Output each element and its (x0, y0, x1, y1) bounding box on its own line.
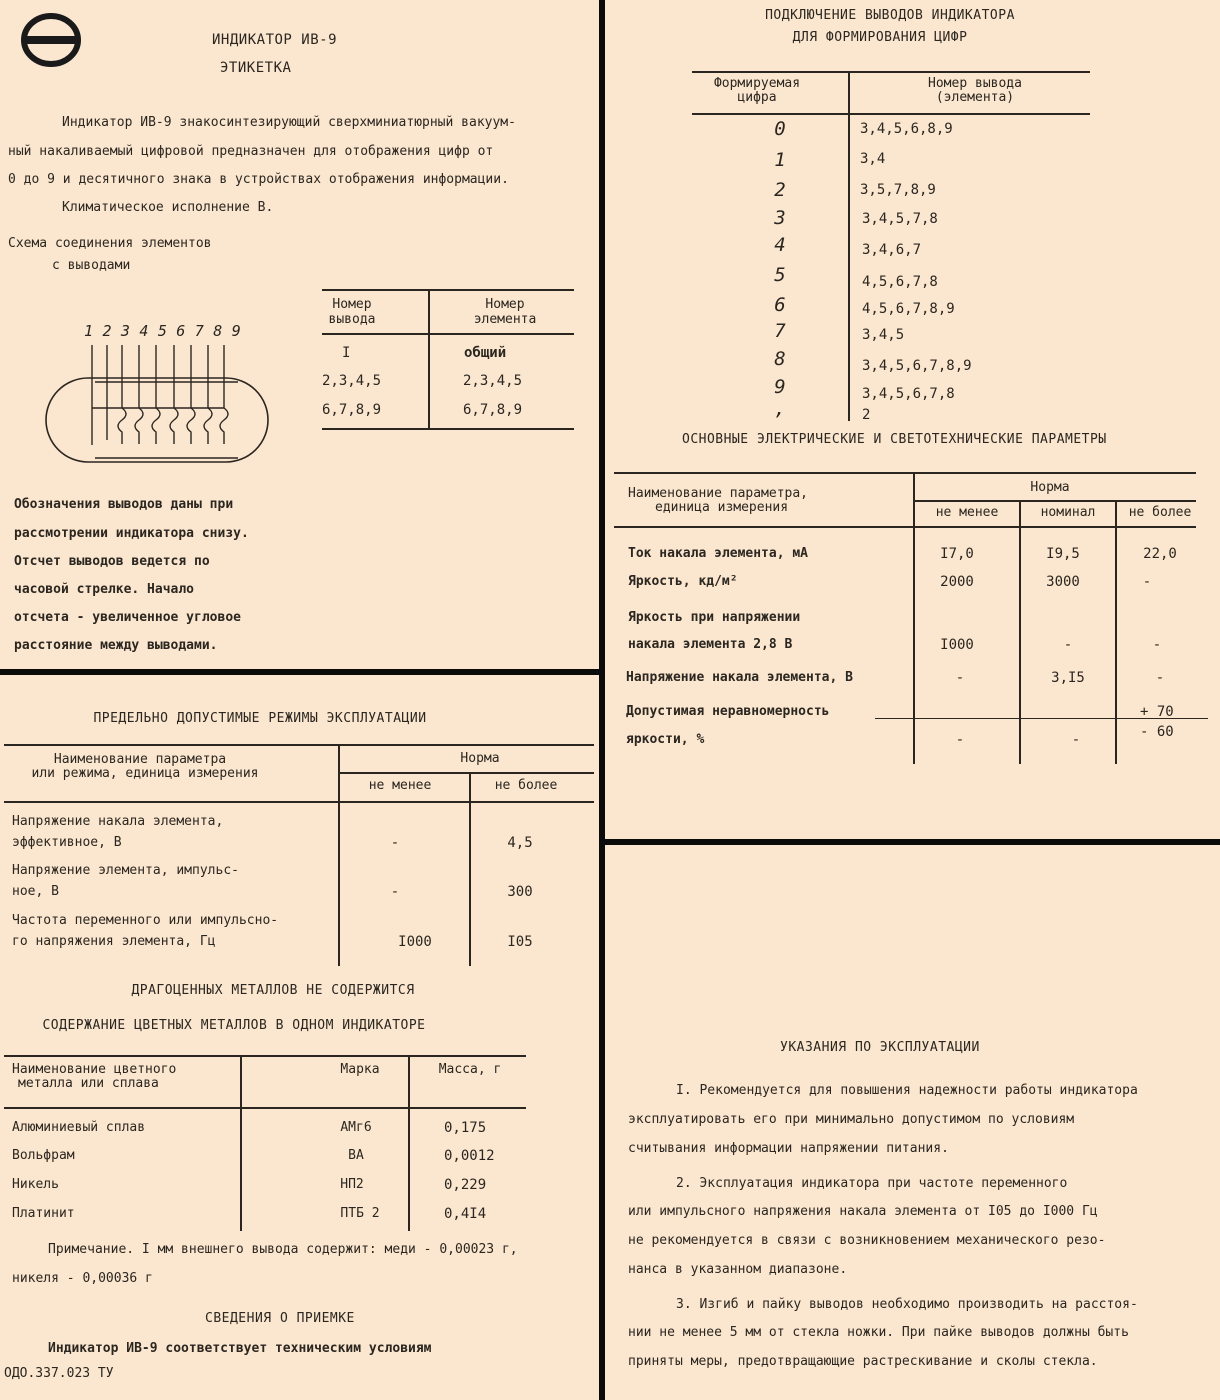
acceptance-line: ОДО.337.023 ТУ (4, 1366, 114, 1381)
limits-rule (4, 744, 594, 746)
connection-header: (элемента) (935, 90, 1015, 105)
pin-note-line: Обозначения выводов даны при (14, 497, 234, 512)
limits-header-name: Наименование параметра (53, 752, 227, 767)
precious-metals-note: ДРАГОЦЕННЫХ МЕТАЛЛОВ НЕ СОДЕРЖИТСЯ (131, 983, 415, 998)
electrical-rule (915, 500, 1196, 502)
electrical-header-norm: Норма (1030, 480, 1070, 495)
pin-list: 3,4,5,7,8 (862, 211, 938, 227)
formed-digit: 9 (774, 376, 786, 398)
limits-header-name: или режима, единица измерения (31, 766, 259, 781)
metal-grade: АМг6 (340, 1120, 372, 1135)
limits-param: ное, В (12, 884, 59, 899)
electrical-nom: 3,I5 (1051, 670, 1085, 686)
connection-rule (692, 113, 1090, 115)
instruction-line: нанса в указанном диапазоне. (628, 1262, 848, 1277)
electrical-nom: - (1071, 732, 1081, 748)
electrical-nom: - (1063, 637, 1073, 653)
pin-note-line: рассмотрении индикатора снизу. (14, 526, 249, 541)
pin-list: 3,5,7,8,9 (860, 182, 936, 198)
label-subtitle: ЭТИКЕТКА (220, 60, 292, 76)
pin-table-rule (322, 428, 574, 430)
formed-digit: 2 (774, 179, 786, 201)
pin-note-line: часовой стрелке. Начало (14, 582, 195, 597)
limits-max: I05 (507, 934, 533, 950)
metals-header: Масса, г (438, 1062, 502, 1077)
electrical-param: Допустимая неравномерность (626, 704, 830, 719)
metal-name: Платинит (12, 1206, 75, 1221)
pin-table-header: Номер (485, 297, 525, 312)
connection-rule (848, 71, 850, 421)
climate-line: Климатическое исполнение В. (62, 200, 274, 215)
limits-max: 4,5 (507, 835, 533, 851)
connection-title: ДЛЯ ФОРМИРОВАНИЯ ЦИФР (792, 30, 968, 45)
metal-mass: 0,175 (444, 1120, 487, 1136)
divider-left-horizontal (0, 669, 602, 675)
pin-list: 3,4 (860, 151, 886, 167)
pin-list: 3,4,5,6,7,8,9 (862, 358, 972, 374)
instruction-line: нии не менее 5 мм от стекла ножки. При пайке выводов должны быть (628, 1325, 1129, 1340)
pin-table-rule (428, 289, 430, 429)
instruction-line: не рекомендуется в связи с возникновением механического резо- (628, 1233, 1106, 1248)
electrical-rule (1019, 500, 1021, 764)
pin-numbers: 1 2 3 4 5 6 7 8 9 (84, 322, 241, 340)
intro-line: ный накаливаемый цифровой предназначен для отображения цифр от (8, 144, 494, 159)
pin-table-rule (322, 333, 574, 335)
electrical-max: 22,0 (1143, 546, 1177, 562)
tube-diagram (40, 340, 275, 470)
pin-table-header: вывода (328, 312, 376, 327)
intro-line: 0 до 9 и десятичного знака в устройствах отображения информации. (8, 172, 509, 187)
limits-param: эффективное, В (12, 835, 122, 850)
pin-list: 3,4,5,6,7,8 (862, 386, 955, 402)
electrical-param: Яркость при напряжении (628, 610, 801, 625)
limits-rule (340, 772, 594, 774)
metals-note-line: никеля - 0,00036 г (12, 1271, 153, 1286)
electrical-max-plus: + 70 (1140, 704, 1174, 720)
scheme-caption: с выводами (52, 258, 131, 273)
instruction-line: или импульсного напряжения накала элемента от I05 до I000 Гц (628, 1204, 1098, 1219)
limits-param: Частота переменного или импульсно- (12, 913, 279, 928)
limits-param: Напряжение элемента, импульс- (12, 863, 239, 878)
metals-rule (4, 1055, 526, 1057)
instruction-line: 2. Эксплуатация индикатора при частоте переменного (676, 1176, 1068, 1191)
electrical-max: - (1152, 637, 1162, 653)
metals-note-line: Примечание. I мм внешнего вывода содержит: меди - 0,00023 г, (48, 1242, 518, 1257)
instruction-line: считывания информации напряжении питания. (628, 1141, 949, 1156)
metal-name: Никель (12, 1177, 59, 1192)
electrical-subheader: не менее (935, 505, 999, 520)
electrical-title: ОСНОВНЫЕ ЭЛЕКТРИЧЕСКИЕ И СВЕТОТЕХНИЧЕСКИЕ ПАРАМЕТРЫ (682, 432, 1107, 447)
pin-table-header: элемента (473, 312, 537, 327)
metal-grade: ПТБ 2 (340, 1206, 380, 1221)
connection-header: Номер вывода (928, 76, 1022, 91)
electrical-nom: 3000 (1046, 574, 1080, 590)
metals-header: металла или сплава (18, 1076, 159, 1091)
electrical-param: накала элемента 2,8 В (628, 637, 793, 652)
divider-right-horizontal (602, 839, 1220, 845)
pin-table-cell: 2,3,4,5 (322, 373, 382, 389)
pin-list: 2 (862, 407, 871, 423)
electrical-param: Ток накала элемента, мА (628, 546, 809, 561)
formed-digit: , (774, 398, 786, 420)
metals-title: СОДЕРЖАНИЕ ЦВЕТНЫХ МЕТАЛЛОВ В ОДНОМ ИНДИКАТОРЕ (42, 1018, 426, 1033)
metals-rule (240, 1055, 242, 1231)
formed-digit: 0 (774, 118, 786, 140)
limits-param: Напряжение накала элемента, (12, 814, 224, 829)
quality-mark-icon (20, 12, 82, 68)
electrical-subheader: не более (1128, 505, 1192, 520)
metals-header: Марка (340, 1062, 380, 1077)
divider-vertical (599, 0, 605, 1400)
limits-rule (4, 801, 594, 803)
pin-table-cell: 2,3,4,5 (463, 373, 523, 389)
electrical-param: Яркость, кд/м² (628, 574, 738, 589)
formed-digit: 5 (774, 264, 786, 286)
electrical-min: - (955, 670, 965, 686)
limits-min: - (390, 884, 400, 900)
instruction-line: эксплуатировать его при минимально допустимом по условиям (628, 1112, 1075, 1127)
pin-table-header: Номер (332, 297, 372, 312)
pin-table-cell: I (342, 345, 351, 361)
limits-max: 300 (507, 884, 533, 900)
acceptance-line: Индикатор ИВ-9 соответствует техническим условиям (48, 1341, 432, 1356)
metal-name: Вольфрам (12, 1148, 75, 1163)
pin-note-line: отсчета - увеличенное угловое (14, 610, 241, 625)
intro-line: Индикатор ИВ-9 знакосинтезирующий сверхминиатюрный вакуум- (62, 115, 516, 130)
electrical-header-name: Наименование параметра, (628, 486, 809, 501)
pin-list: 3,4,5 (862, 327, 905, 343)
acceptance-title: СВЕДЕНИЯ О ПРИЕМКЕ (205, 1311, 355, 1326)
limits-param: го напряжения элемента, Гц (12, 934, 216, 949)
metals-rule (408, 1055, 410, 1231)
pin-table-rule (322, 289, 574, 291)
electrical-rule (614, 472, 1196, 474)
pin-table-cell: 6,7,8,9 (463, 402, 523, 418)
limits-min: - (390, 835, 400, 851)
limits-header-norm: Норма (460, 751, 500, 766)
pin-table-cell: общий (464, 345, 507, 361)
electrical-param: Напряжение накала элемента, В (626, 670, 853, 685)
metals-rule (4, 1107, 526, 1109)
pin-list: 3,4,6,7 (862, 242, 922, 258)
metal-name: Алюминиевый сплав (12, 1120, 146, 1135)
metal-grade: НП2 (340, 1177, 364, 1192)
formed-digit: 1 (774, 149, 786, 171)
connection-rule (692, 71, 1090, 73)
metal-mass: 0,0012 (444, 1148, 495, 1164)
electrical-min: - (955, 732, 965, 748)
pin-note-line: расстояние между выводами. (14, 638, 218, 653)
electrical-header-name: единица измерения (655, 500, 789, 515)
pin-list: 3,4,5,6,8,9 (860, 121, 953, 137)
electrical-min: I7,0 (940, 546, 974, 562)
instruction-line: 3. Изгиб и пайку выводов необходимо производить на расстоя- (676, 1297, 1138, 1312)
instruction-line: приняты меры, предотвращающие растрескивание и сколы стекла. (628, 1354, 1098, 1369)
electrical-max-minus: - 60 (1140, 724, 1174, 740)
pin-list: 4,5,6,7,8,9 (862, 301, 955, 317)
electrical-rule (614, 526, 1196, 528)
pin-table-cell: 6,7,8,9 (322, 402, 382, 418)
electrical-rule (1115, 500, 1117, 764)
electrical-max: - (1155, 670, 1165, 686)
electrical-max: - (1142, 574, 1152, 590)
connection-title: ПОДКЛЮЧЕНИЕ ВЫВОДОВ ИНДИКАТОРА (765, 8, 1015, 23)
instruction-line: I. Рекомендуется для повышения надежности работы индикатора (676, 1083, 1138, 1098)
pin-list: 4,5,6,7,8 (862, 274, 938, 290)
instructions-title: УКАЗАНИЯ ПО ЭКСПЛУАТАЦИИ (780, 1040, 980, 1055)
metal-mass: 0,4I4 (444, 1206, 487, 1222)
formed-digit: 3 (774, 207, 786, 229)
connection-header: Формируемая (713, 76, 801, 91)
metal-grade: ВА (348, 1148, 364, 1163)
formed-digit: 7 (774, 320, 786, 342)
formed-digit: 8 (774, 348, 786, 370)
formed-digit: 6 (774, 294, 786, 316)
metals-header: Наименование цветного (12, 1062, 177, 1077)
limits-subheader: не более (494, 778, 558, 793)
electrical-min: I000 (940, 637, 974, 653)
limits-subheader: не менее (368, 778, 432, 793)
pin-note-line: Отсчет выводов ведется по (14, 554, 210, 569)
connection-header: цифра (737, 90, 777, 105)
metal-mass: 0,229 (444, 1177, 487, 1193)
formed-digit: 4 (774, 234, 786, 256)
limits-title: ПРЕДЕЛЬНО ДОПУСТИМЫЕ РЕЖИМЫ ЭКСПЛУАТАЦИИ (93, 711, 427, 726)
limits-min: I000 (398, 934, 432, 950)
electrical-subheader: номинал (1040, 505, 1096, 520)
electrical-param: яркости, % (626, 732, 705, 747)
electrical-nom: I9,5 (1046, 546, 1080, 562)
electrical-min: 2000 (940, 574, 974, 590)
scheme-caption: Схема соединения элементов (8, 236, 212, 251)
label-title: ИНДИКАТОР ИВ-9 (212, 32, 338, 48)
